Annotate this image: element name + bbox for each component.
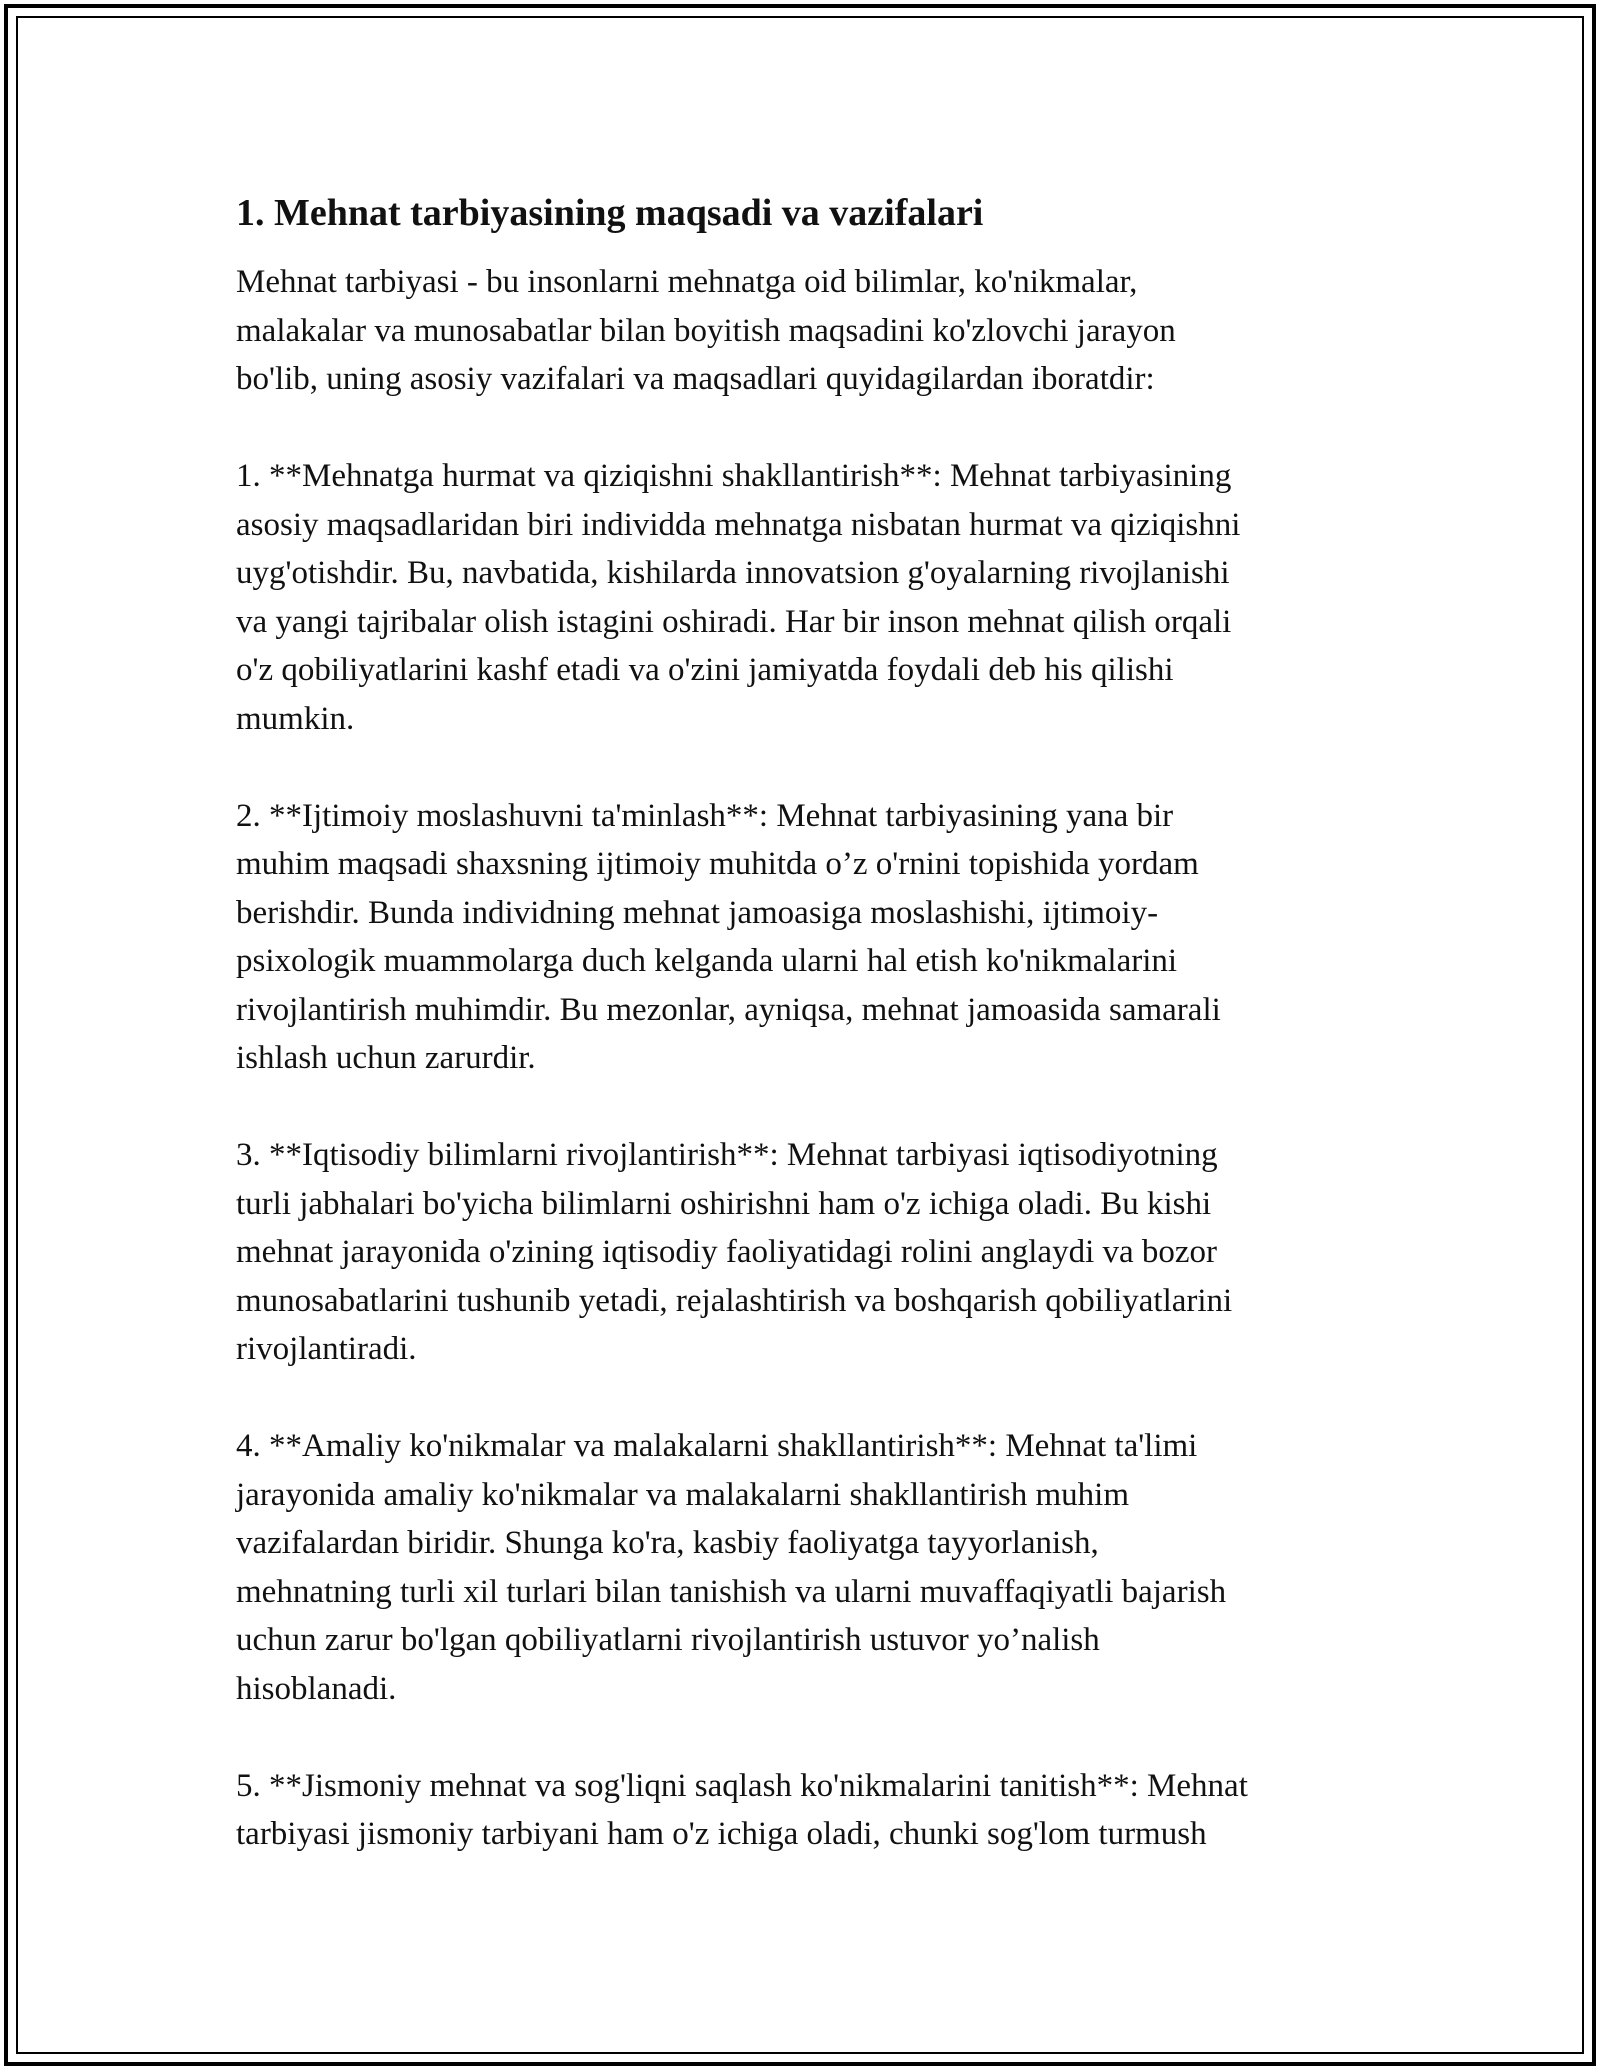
- intro-paragraph: Mehnat tarbiyasi - bu insonlarni mehnatga oid bilimlar, ko'nikmalar, malakalar va munosabatlar bilan boyitish maqsadini ko'zlovchi jarayon bo'lib, uning asosiy vazifalari va maqsadlari quyidagilardan iboratdir:: [236, 264, 1176, 397]
- document-body: [236, 188, 1376, 1907]
- list-item-1: 1. **Mehnatga hurmat va qiziqishni shakllantirish**: Mehnat tarbiyasining asosiy maqsadlaridan biri individda mehnatga nisbatan hurmat va qiziqishni uyg'otishdir. Bu, navbatida, kishilarda innovatsion g'oyalarning rivojlanishi va yangi tajribalar olish istagini oshiradi. Har bir inson mehnat qilish orqali o'z qobiliyatlarini kashf etadi va o'zini jamiyatda foydali deb his qilishi mumkin.: [236, 458, 1241, 737]
- list-item-2: 2. **Ijtimoiy moslashuvni ta'minlash**: Mehnat tarbiyasining yana bir muhim maqsadi shaxsning ijtimoiy muhitda o’z o'rnini topishida yordam berishdir. Bunda individning mehnat jamoasiga moslashishi, ijtimoiy- psixologik muammolarga duch kelganda ularni hal etish ko'nikmalarini rivojlantirish muhimdir. Bu mezonlar, ayniqsa, mehnat jamoasida samarali ishlash uchun zarurdir.: [236, 797, 1221, 1076]
- document-title: 1. Mehnat tarbiyasining maqsadi va vazifalari: [236, 192, 984, 234]
- list-item-5: 5. **Jismoniy mehnat va sog'liqni saqlash ko'nikmalarini tanitish**: Mehnat tarbiyasi jismoniy tarbiyani ham o'z ichiga oladi, chunki sog'lom turmush: [236, 1767, 1248, 1852]
- list-item-4: 4. **Amaliy ko'nikmalar va malakalarni shakllantirish**: Mehnat ta'limi jarayonida amaliy ko'nikmalar va malakalarni shakllantirish muhim vazifalardan biridir. Shunga ko'ra, kasbiy faoliyatga tayyorlanish, mehnatning turli xil turlari bilan tanishish va ularni muvaffaqiyatli bajarish uchun zarur bo'lgan qobiliyatlarni rivojlantirish ustuvor yo’nalish hisoblanadi.: [236, 1428, 1227, 1707]
- list-item-3: 3. **Iqtisodiy bilimlarni rivojlantirish**: Mehnat tarbiyasi iqtisodiyotning turli jabhalari bo'yicha bilimlarni oshirishni ham o'z ichiga oladi. Bu kishi mehnat jarayonida o'zining iqtisodiy faoliyatidagi rolini anglaydi va bozor munosabatlarini tushunib yetadi, rejalashtirish va boshqarish qobiliyatlarini rivojlantiradi.: [236, 1137, 1233, 1367]
